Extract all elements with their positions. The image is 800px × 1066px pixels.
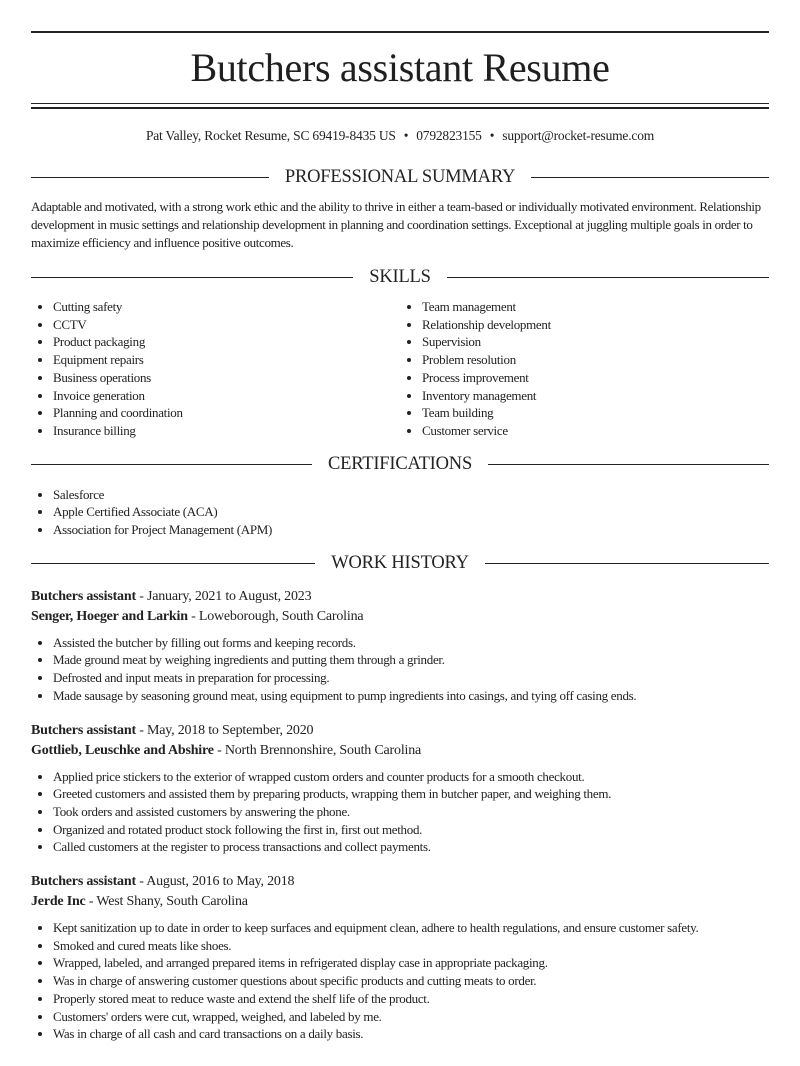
job-bullet: • Wrapped, labeled, and arranged prepared items in refrigerated display case in appropriate packaging. (53, 954, 769, 972)
separator: • (489, 128, 495, 143)
job-location: West Shany, South Carolina (96, 894, 248, 910)
job-company: Senger, Hoeger and Larkin (31, 608, 188, 624)
section-heading-work-history: WORK HISTORY (31, 551, 769, 577)
dash: - (135, 588, 147, 604)
job-title: Butchers assistant (31, 874, 136, 890)
summary-text: Adaptable and motivated, with a strong work ethic and the ability to thrive in either a team-based or individually motivated environment. Relationship development in music settings and relationship development in planning and coordination settings. Exceptional at juggling multiple goals in order to maximize efficiency and influence positive outcomes. (31, 199, 761, 250)
dash: - (85, 894, 97, 910)
skill-item: • Customer service (422, 422, 769, 440)
job-bullet: • Assisted the butcher by filling out forms and keeping records. (53, 634, 769, 652)
job-entry (31, 872, 769, 1043)
job-company: Gottlieb, Leuschke and Abshire (31, 742, 214, 758)
certifications-list (31, 486, 769, 539)
job-company: Jerde Inc (31, 894, 86, 910)
skills-list (31, 298, 769, 440)
skill-item: • Team building (422, 404, 769, 422)
certification-item: • Salesforce (53, 486, 769, 504)
skill-item: • CCTV (53, 316, 400, 334)
skill-item: • Planning and coordination (53, 404, 400, 422)
job-company-line (31, 607, 769, 626)
contact-info (31, 126, 769, 146)
job-bullet: • Organized and rotated product stock following the first in, first out method. (53, 821, 769, 839)
job-bullet: • Greeted customers and assisted them by preparing products, wrapping them in butcher paper, and weighing them. (53, 785, 769, 803)
job-entry (31, 587, 769, 705)
job-location: North Brennonshire, South Carolina (224, 742, 422, 758)
contact-address: Pat Valley, Rocket Resume, SC 69419-8435 US (145, 128, 396, 143)
job-title-line (31, 721, 769, 740)
skill-item: • Insurance billing (53, 422, 400, 440)
certification-item: • Apple Certified Associate (ACA) (53, 503, 769, 521)
job-bullets (31, 634, 769, 705)
job-entry (31, 721, 769, 857)
job-bullet: • Was in charge of answering customer questions about specific products and cutting meats to order. (53, 972, 769, 990)
job-title: Butchers assistant (31, 722, 136, 738)
work-history-list (31, 587, 769, 1043)
skill-item: • Business operations (53, 369, 400, 387)
contact-email: support@rocket-resume.com (502, 128, 655, 143)
job-dates: January, 2021 to August, 2023 (146, 588, 312, 604)
job-bullet: • Smoked and cured meats like shoes. (53, 937, 769, 955)
skills-column-right (400, 298, 769, 440)
job-bullet: • Made ground meat by weighing ingredients and putting them through a grinder. (53, 651, 769, 669)
skill-item: • Product packaging (53, 333, 400, 351)
skills-column-left (31, 298, 400, 440)
job-bullet: • Took orders and assisted customers by answering the phone. (53, 803, 769, 821)
skill-item: • Problem resolution (422, 351, 769, 369)
job-bullet: • Was in charge of all cash and card transactions on a daily basis. (53, 1025, 769, 1043)
job-bullets (31, 768, 769, 857)
section-heading-certifications: CERTIFICATIONS (31, 452, 769, 478)
job-bullet: • Properly stored meat to reduce waste and extend the shelf life of the product. (53, 990, 769, 1008)
skill-item: • Equipment repairs (53, 351, 400, 369)
job-company-line (31, 892, 769, 911)
job-company-line (31, 741, 769, 760)
job-location: Loweborough, South Carolina (198, 608, 364, 624)
job-dates: May, 2018 to September, 2020 (146, 722, 314, 738)
dash: - (135, 722, 147, 738)
job-bullet: • Defrosted and input meats in preparation for processing. (53, 669, 769, 687)
skill-item: • Process improvement (422, 369, 769, 387)
separator: • (403, 128, 409, 143)
job-bullets (31, 919, 769, 1043)
section-heading-summary: PROFESSIONAL SUMMARY (31, 164, 769, 190)
dash: - (213, 742, 225, 758)
section-heading-skills: SKILLS (31, 264, 769, 290)
skill-item: • Cutting safety (53, 298, 400, 316)
job-bullet: • Made sausage by seasoning ground meat, using equipment to pump ingredients into casings, and tying off casing ends. (53, 687, 769, 705)
double-divider (31, 103, 769, 109)
certification-item: • Association for Project Management (APM) (53, 521, 769, 539)
job-dates: August, 2016 to May, 2018 (146, 874, 295, 890)
job-title-line (31, 587, 769, 606)
skill-item: • Supervision (422, 333, 769, 351)
job-title-line (31, 872, 769, 891)
skill-item: • Team management (422, 298, 769, 316)
job-bullet: • Kept sanitization up to date in order to keep surfaces and equipment clean, adhere to health regulations, and ensure customer safety. (53, 919, 769, 937)
job-bullet: • Customers' orders were cut, wrapped, weighed, and labeled by me. (53, 1008, 769, 1026)
job-bullet: • Applied price stickers to the exterior of wrapped custom orders and counter products for a smooth checkout. (53, 768, 769, 786)
skill-item: • Invoice generation (53, 387, 400, 405)
skill-item: • Inventory management (422, 387, 769, 405)
job-title: Butchers assistant (31, 588, 136, 604)
dash: - (187, 608, 199, 624)
skill-item: • Relationship development (422, 316, 769, 334)
job-bullet: • Called customers at the register to process transactions and collect payments. (53, 838, 769, 856)
resume-page (0, 31, 800, 1043)
dash: - (135, 874, 147, 890)
contact-phone: 0792823155 (416, 128, 482, 143)
resume-title: Butchers assistant Resume (190, 45, 610, 90)
